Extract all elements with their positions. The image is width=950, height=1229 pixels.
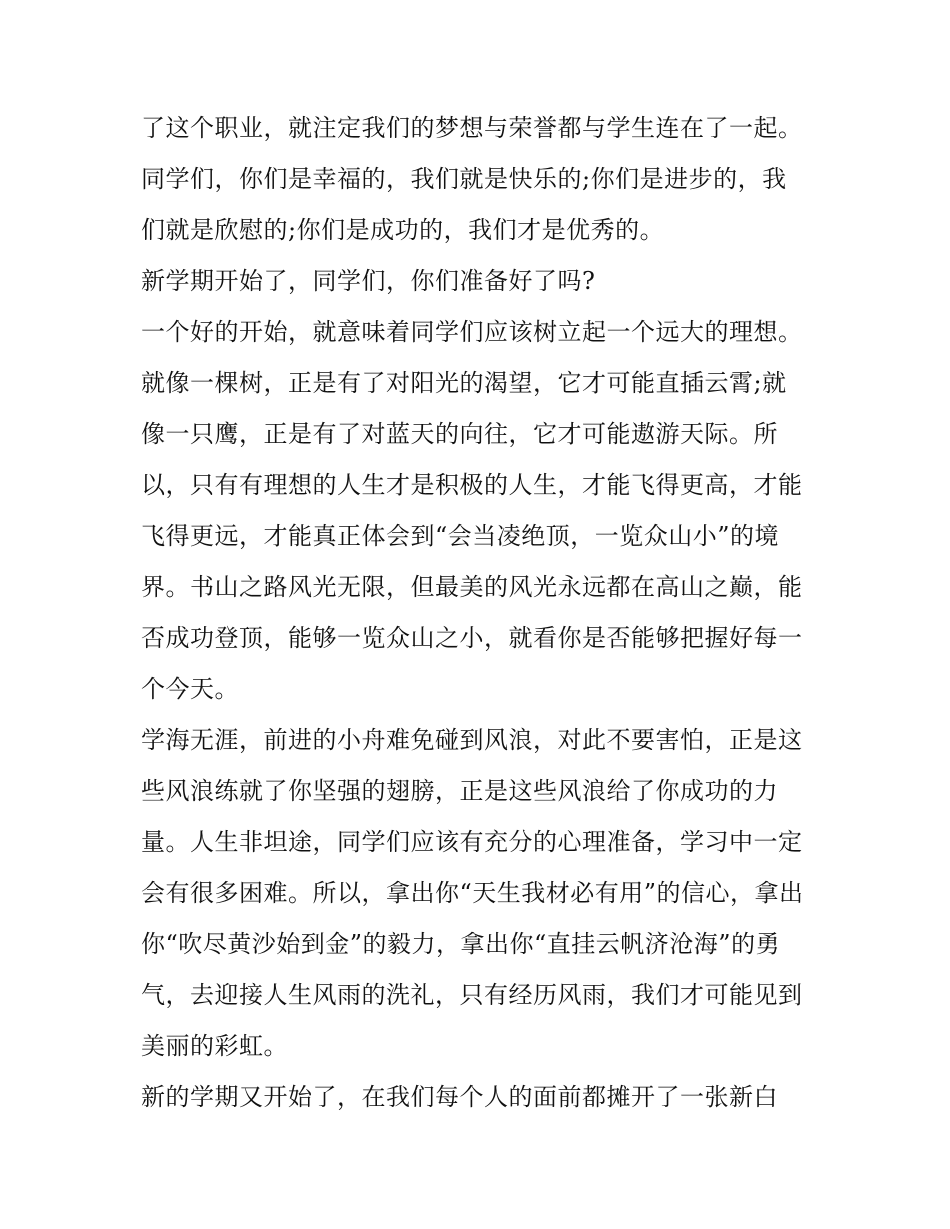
text-line: 学海无涯，前进的小舟难免碰到风浪，对此不要害怕，正是这 — [141, 726, 803, 754]
text-line: 否成功登顶，能够一览众山之小，就看你是否能够把握好每一 — [141, 624, 803, 652]
body-text — [141, 103, 821, 1123]
text-line: 些风浪练就了你坚强的翅膀，正是这些风浪给了你成功的力 — [141, 777, 778, 805]
text-line: 新的学期又开始了，在我们每个人的面前都摊开了一张新白 — [141, 1083, 778, 1111]
text-line: 气，去迎接人生风雨的洗礼，只有经历风雨，我们才可能见到 — [141, 981, 803, 1009]
text-line: 个今天。 — [141, 675, 239, 703]
text-line: 美丽的彩虹。 — [141, 1032, 288, 1060]
text-line: 飞得更远，才能真正体会到“会当凌绝顶，一览众山小”的境 — [141, 522, 780, 550]
text-line: 以，只有有理想的人生才是积极的人生，才能飞得更高，才能 — [141, 471, 803, 499]
text-line: 了这个职业，就注定我们的梦想与荣誉都与学生连在了一起。 — [141, 114, 803, 142]
text-line: 像一只鹰，正是有了对蓝天的向往，它才可能遨游天际。所 — [141, 420, 778, 448]
text-line: 同学们，你们是幸福的，我们就是快乐的;你们是进步的，我 — [141, 165, 787, 193]
text-line: 会有很多困难。所以，拿出你“天生我材必有用”的信心，拿出 — [141, 879, 804, 907]
text-line: 新学期开始了，同学们，你们准备好了吗? — [141, 267, 596, 295]
text-line: 一个好的开始，就意味着同学们应该树立起一个远大的理想。 — [141, 318, 803, 346]
text-line: 们就是欣慰的;你们是成功的，我们才是优秀的。 — [141, 216, 665, 244]
text-line: 你“吹尽黄沙始到金”的毅力，拿出你“直挂云帆济沧海”的勇 — [141, 930, 781, 958]
text-line: 就像一棵树，正是有了对阳光的渴望，它才可能直插云霄;就 — [141, 369, 787, 397]
text-line: 量。人生非坦途，同学们应该有充分的心理准备，学习中一定 — [141, 828, 803, 856]
text-line: 界。书山之路风光无限，但最美的风光永远都在高山之巅，能 — [141, 573, 803, 601]
